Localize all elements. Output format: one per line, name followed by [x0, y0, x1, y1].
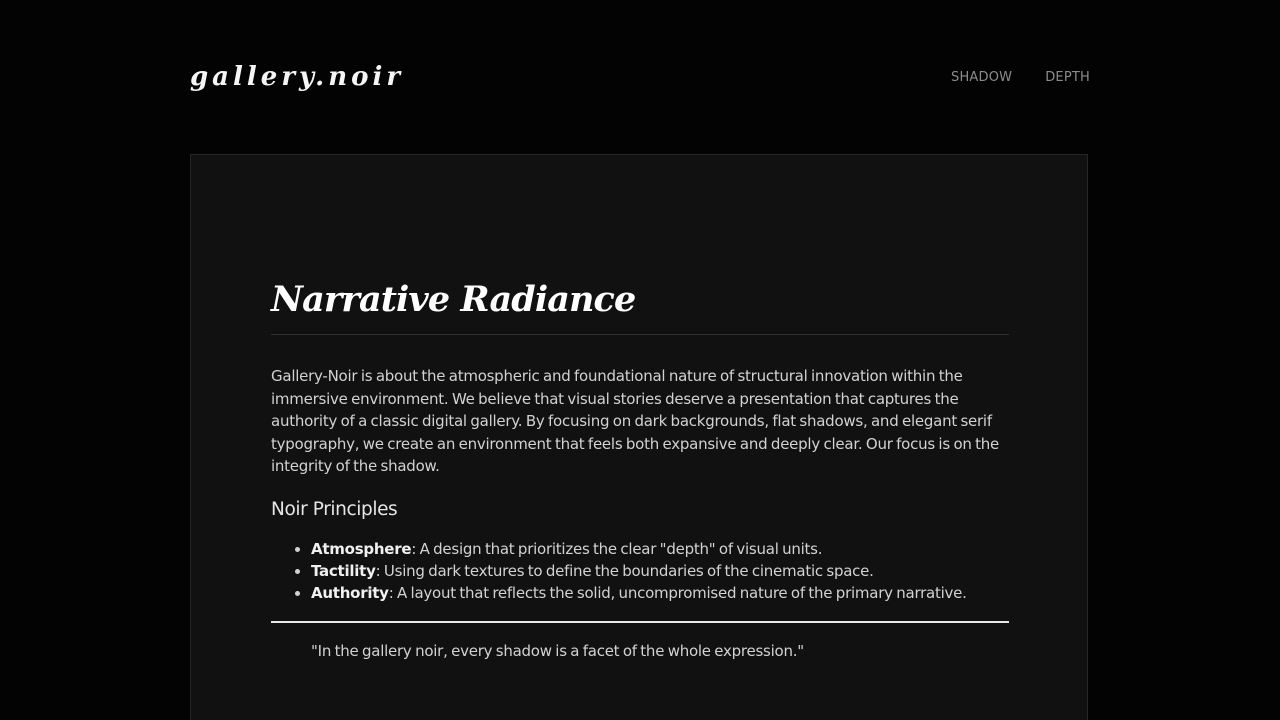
main-nav: [951, 69, 1090, 87]
article-title: Narrative Radiance: [271, 279, 636, 320]
list-item: [311, 560, 1009, 582]
principle-text: : A design that prioritizes the clear "depth" of visual units.: [411, 539, 823, 558]
nav-link-shadow[interactable]: SHADOW: [951, 70, 1013, 85]
pull-quote: "In the gallery noir, every shadow is a facet of the whole expression.": [311, 641, 804, 660]
principles-heading: Noir Principles: [271, 498, 398, 520]
nav-link-depth[interactable]: DEPTH: [1045, 70, 1090, 85]
article: [271, 275, 1009, 662]
content-card: [190, 154, 1088, 720]
list-item: [311, 582, 1009, 604]
title-divider: [271, 334, 1009, 335]
principle-term: Tactility: [311, 561, 376, 580]
quote-divider: [271, 621, 1009, 623]
principle-term: Authority: [311, 583, 389, 602]
site-header: [190, 0, 1090, 154]
principle-term: Atmosphere: [311, 539, 412, 558]
site-logo[interactable]: gallery.noir: [190, 62, 405, 92]
intro-paragraph: Gallery-Noir is about the atmospheric and foundational nature of structural innovation within the immersive environment. We believe that visual stories deserve a presentation that captures the authority of a classic digital gallery. By focusing on dark backgrounds, flat shadows, and elegant serif typography, we create an environment that feels both expansive and deeply clear. Our focus is on the integrity of the shadow.: [271, 367, 1000, 475]
list-item: [311, 538, 1009, 560]
principle-text: : A layout that reflects the solid, uncompromised nature of the primary narrative.: [388, 583, 967, 602]
principle-text: : Using dark textures to define the boundaries of the cinematic space.: [375, 561, 874, 580]
principles-list: [271, 538, 1009, 604]
